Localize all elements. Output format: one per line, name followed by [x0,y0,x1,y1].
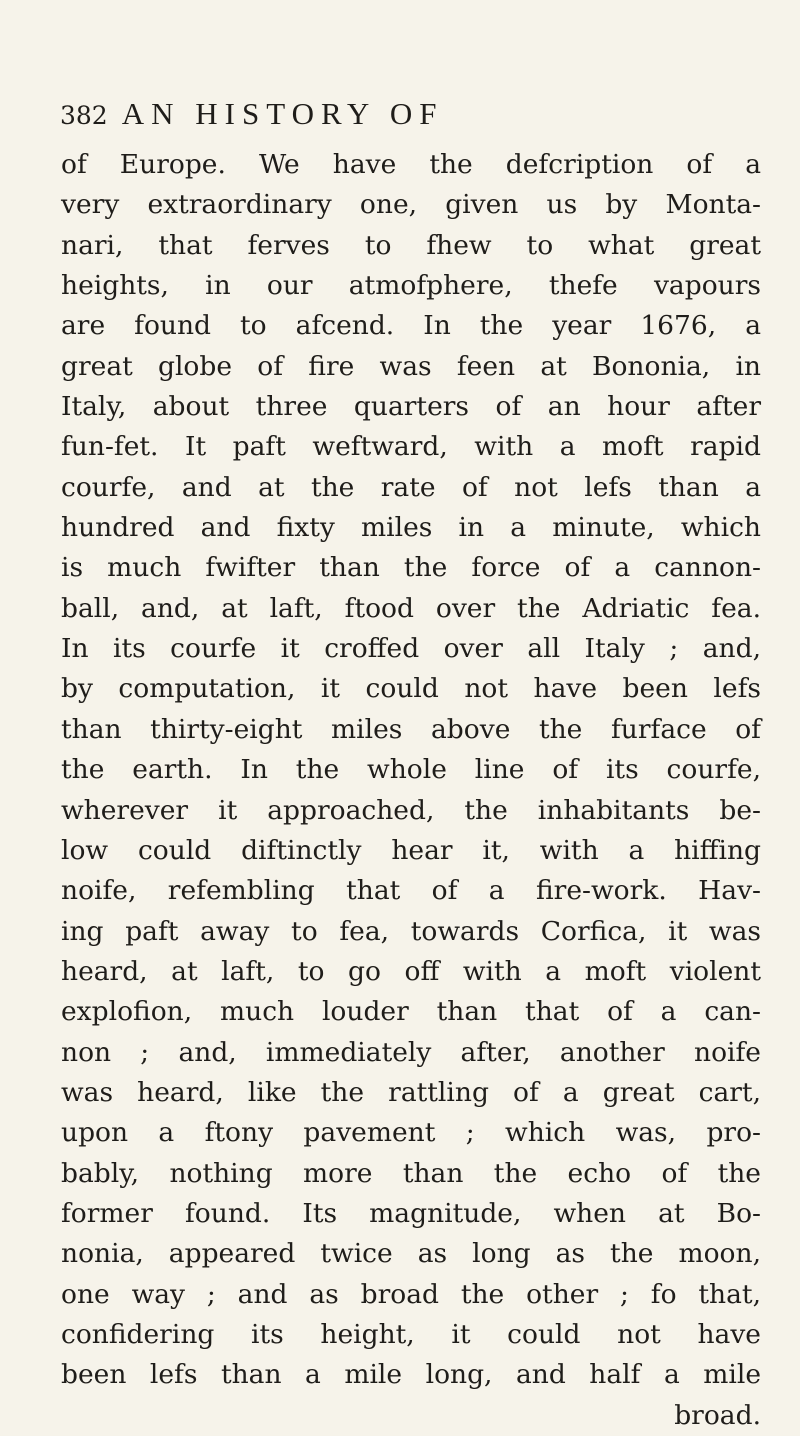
text-line: heights, in our atmofphere, thefe vapours [61,270,761,302]
text-line: very extraordinary one, given us by Monta- [61,189,761,221]
text-line: was heard, like the rattling of a great cart, [61,1076,761,1108]
text-line: low could diftinctly hear it, with a hiffing [61,834,761,866]
text-line: broad. [674,1399,761,1431]
page-header [60,96,760,136]
text-line: wherever it approached, the inhabitants be- [61,794,761,826]
text-line: are found to afcend. In the year 1676, a [61,310,761,342]
text-line: hundred and fixty miles in a minute, which [61,512,761,544]
text-line: been lefs than a mile long, and half a mile [61,1359,761,1391]
text-line: fun-fet. It paft weftward, with a moft rapid [61,431,761,463]
body-text [61,145,761,1436]
text-line: by computation, it could not have been lefs [61,673,761,705]
text-line: bably, nothing more than the echo of the [61,1157,761,1189]
text-line: upon a ftony pavement ; which was, pro- [61,1117,761,1149]
text-line: one way ; and as broad the other ; fo that, [61,1278,761,1310]
text-line: of Europe. We have the defcription of a [61,149,761,180]
page-number: 382 [60,101,108,130]
text-line: non ; and, immediately after, another noife [61,1036,761,1068]
text-line: former found. Its magnitude, when at Bo- [61,1197,761,1229]
text-line: confidering its height, it could not have [61,1318,761,1350]
text-line: nonia, appeared twice as long as the moon, [61,1238,761,1270]
text-line: great globe of fire was feen at Bononia, in [61,350,761,382]
text-line: heard, at laft, to go off with a moft violent [61,955,761,987]
text-line: ing paft away to fea, towards Corfica, it was [61,915,761,947]
running-head: AN HISTORY OF [121,96,444,131]
text-line: In its courfe it croffed over all Italy ; and, [61,633,761,665]
text-line: than thirty-eight miles above the furface of [61,713,761,745]
text-line: Italy, about three quarters of an hour after [61,391,761,423]
text-line: nari, that ferves to fhew to what great [61,229,761,261]
text-line: courfe, and at the rate of not lefs than a [61,471,761,503]
text-line: is much fwifter than the force of a cannon- [61,552,761,584]
text-line: explofion, much louder than that of a can- [61,996,761,1028]
text-line: noife, refembling that of a fire-work. Hav- [61,875,761,907]
text-line: ball, and, at laft, ftood over the Adriatic fea. [61,592,761,624]
text-line: the earth. In the whole line of its courfe, [61,754,761,786]
